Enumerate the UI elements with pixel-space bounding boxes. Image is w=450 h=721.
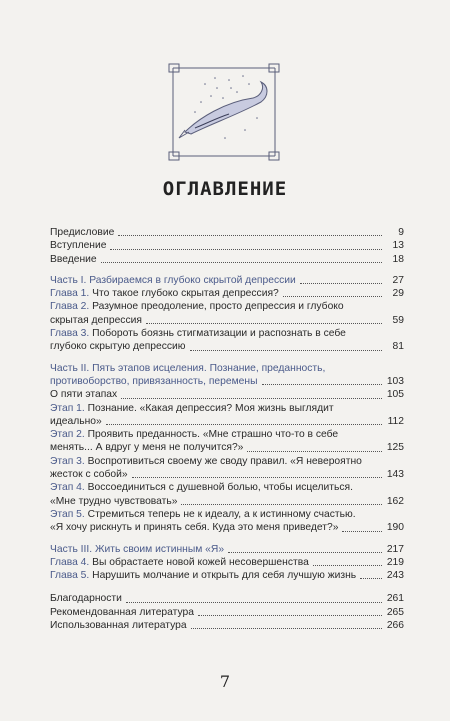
toc-part-1[interactable] bbox=[50, 274, 404, 287]
chapter-label: Глава 2. bbox=[50, 301, 90, 313]
stage-label: Этап 4. bbox=[50, 482, 85, 494]
entry-page: 266 bbox=[386, 620, 404, 632]
leader-dots bbox=[190, 350, 382, 351]
entry-page: 18 bbox=[392, 253, 404, 265]
entry-page: 29 bbox=[392, 288, 404, 300]
toc-stage-1[interactable] bbox=[50, 402, 404, 429]
leader-dots bbox=[342, 531, 382, 532]
toc-entry-foreword[interactable] bbox=[50, 226, 404, 239]
entry-page: 27 bbox=[392, 274, 404, 286]
entry-page: 9 bbox=[398, 227, 404, 238]
stage-label: Этап 3. bbox=[50, 455, 85, 467]
leader-dots bbox=[146, 323, 382, 324]
leader-dots bbox=[247, 451, 382, 452]
stage-title-line1: Познание. «Какая депрессия? Моя жизнь выглядит bbox=[87, 402, 334, 414]
leader-dots bbox=[118, 235, 382, 236]
entry-title: Рекомендованная литература bbox=[50, 606, 194, 618]
leader-dots bbox=[121, 398, 382, 399]
toc-entry-five-stages[interactable] bbox=[50, 388, 404, 401]
toc-stage-3[interactable] bbox=[50, 455, 404, 482]
stage-label: Этап 5. bbox=[50, 508, 85, 520]
stage-label: Этап 2. bbox=[50, 429, 85, 441]
page-number: 7 bbox=[219, 672, 231, 691]
chapter-title: Нарушить молчание и открыть для себя лучшую жизнь bbox=[92, 570, 357, 582]
toc-entry-acknowledgements[interactable] bbox=[50, 592, 404, 605]
leader-dots bbox=[106, 424, 382, 425]
entry-title: Вступление bbox=[50, 240, 107, 252]
table-of-contents bbox=[50, 226, 404, 632]
entry-page: 105 bbox=[386, 389, 404, 401]
stage-title-line2: жесток с собой» bbox=[50, 469, 128, 481]
toc-stage-2[interactable] bbox=[50, 428, 404, 455]
toc-stage-5[interactable] bbox=[50, 508, 404, 535]
toc-entry-references[interactable] bbox=[50, 619, 404, 632]
toc-entry-preface[interactable] bbox=[50, 239, 404, 252]
stage-title-line1: Стремиться теперь не к идеалу, а к истинному счастью. bbox=[87, 508, 356, 520]
entry-page: 13 bbox=[392, 240, 404, 252]
part-title: Часть I. Разбираемся в глубоко скрытой депрессии bbox=[50, 274, 296, 286]
stage-title-line1: Воспротивиться своему же своду правил. «Я невероятно bbox=[87, 455, 362, 467]
entry-title: Предисловие bbox=[50, 227, 115, 238]
toc-part-3[interactable] bbox=[50, 543, 404, 556]
leader-dots bbox=[360, 578, 382, 579]
stage-title-line1: Воссоединиться с душевной болью, чтобы исцелиться. bbox=[87, 482, 353, 494]
entry-page: 125 bbox=[386, 442, 404, 454]
toc-chapter-2[interactable] bbox=[50, 300, 404, 327]
chapter-label: Глава 3. bbox=[50, 328, 90, 340]
entry-page: 265 bbox=[386, 606, 404, 618]
toc-chapter-5[interactable] bbox=[50, 569, 404, 582]
toc-entry-introduction[interactable] bbox=[50, 253, 404, 266]
toc-chapter-3[interactable] bbox=[50, 327, 404, 354]
entry-page: 243 bbox=[386, 570, 404, 582]
chapter-title-line2: скрытая депрессия bbox=[50, 314, 142, 326]
chapter-title: Что такое глубоко скрытая депрессия? bbox=[92, 288, 279, 300]
toc-part-2[interactable] bbox=[50, 362, 404, 389]
entry-page: 103 bbox=[386, 375, 404, 387]
entry-title: Введение bbox=[50, 253, 97, 265]
page-title: ОГЛАВЛЕНИЕ bbox=[162, 178, 288, 200]
entry-page: 162 bbox=[386, 495, 404, 507]
entry-page: 81 bbox=[392, 341, 404, 353]
leader-dots bbox=[191, 628, 382, 629]
entry-page: 217 bbox=[386, 543, 404, 555]
chapter-label: Глава 1. bbox=[50, 288, 90, 300]
toc-chapter-1[interactable] bbox=[50, 287, 404, 300]
leader-dots bbox=[283, 296, 382, 297]
stage-title-line2: «Я хочу рискнуть и принять себя. Куда это меня приведет?» bbox=[50, 522, 339, 534]
entry-page: 261 bbox=[386, 593, 404, 605]
chapter-title-line1: Разумное преодоление, просто депрессия и глубоко bbox=[92, 301, 344, 313]
leader-dots bbox=[126, 602, 382, 603]
leader-dots bbox=[300, 283, 382, 284]
part-title-line2: противоборство, привязанность, перемены bbox=[50, 375, 258, 387]
stage-title-line2: менять... А вдруг у меня не получится?» bbox=[50, 442, 244, 454]
entry-page: 112 bbox=[387, 415, 404, 427]
entry-page: 219 bbox=[386, 556, 404, 568]
leader-dots bbox=[262, 384, 382, 385]
leader-dots bbox=[132, 477, 382, 478]
entry-page: 143 bbox=[386, 469, 404, 481]
toc-entry-recommended-literature[interactable] bbox=[50, 606, 404, 619]
part-title-line1: Часть II. Пять этапов исцеления. Познание, преданность, bbox=[50, 362, 326, 374]
whale-illustration bbox=[165, 58, 283, 166]
chapter-title-line1: Побороть боязнь стигматизации и распознать в себе bbox=[92, 328, 346, 340]
toc-chapter-4[interactable] bbox=[50, 556, 404, 569]
entry-title: Использованная литература bbox=[50, 620, 187, 632]
chapter-label: Глава 4. bbox=[50, 556, 90, 568]
toc-stage-4[interactable] bbox=[50, 481, 404, 508]
entry-page: 190 bbox=[386, 522, 404, 534]
stage-title-line2: идеально» bbox=[50, 415, 102, 427]
entry-title: О пяти этапах bbox=[50, 389, 118, 401]
chapter-title-line2: глубоко скрытую депрессию bbox=[50, 341, 186, 353]
chapter-label: Глава 5. bbox=[50, 570, 90, 582]
leader-dots bbox=[198, 615, 382, 616]
leader-dots bbox=[181, 504, 382, 505]
leader-dots bbox=[228, 552, 382, 553]
leader-dots bbox=[110, 249, 382, 250]
leader-dots bbox=[313, 565, 382, 566]
leader-dots bbox=[101, 262, 382, 263]
chapter-title: Вы обрастаете новой кожей несовершенства bbox=[92, 556, 309, 568]
stage-label: Этап 1. bbox=[50, 402, 85, 414]
entry-title: Благодарности bbox=[50, 593, 122, 605]
stage-title-line1: Проявить преданность. «Мне страшно что-то в себе bbox=[87, 429, 339, 441]
part-title: Часть III. Жить своим истинным «Я» bbox=[50, 543, 225, 555]
entry-page: 59 bbox=[392, 314, 404, 326]
stage-title-line2: «Мне трудно чувствовать» bbox=[50, 495, 178, 507]
